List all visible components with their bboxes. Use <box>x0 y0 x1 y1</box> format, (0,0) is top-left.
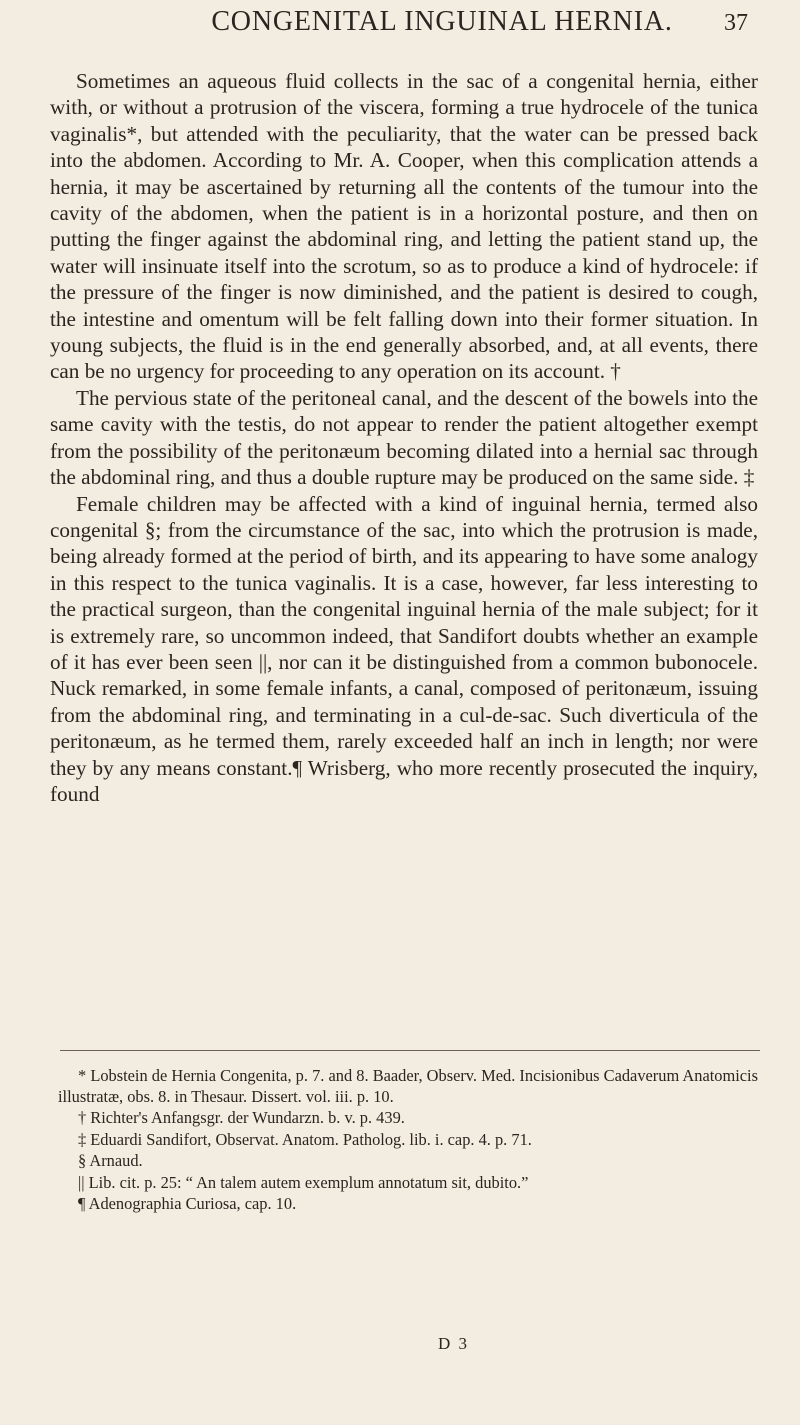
footnote-divider <box>60 1050 760 1051</box>
footnote: † Richter's Anfangsgr. der Wundarzn. b. v. p. 439. <box>78 1108 405 1127</box>
footnote: || Lib. cit. p. 25: “ An talem autem exemplum annotatum sit, dubito.” <box>78 1172 529 1192</box>
main-text <box>50 68 758 807</box>
footnotes <box>58 1066 758 1216</box>
footnote: ‡ Eduardi Sandifort, Observat. Anatom. Patholog. lib. i. cap. 4. p. 71. <box>78 1129 532 1149</box>
footnote: * Lobstein de Hernia Congenita, p. 7. and 8. Baader, Observ. Med. Incisionibus Cadaverum Anatomicis illustratæ, obs. 8. in Thesaur. Dissert. vol. iii. p. 10. <box>58 1066 758 1106</box>
paragraph: The pervious state of the peritoneal canal, and the descent of the bowels into the same cavity with the testis, do not appear to render the patient altogether exempt from the possibility of the peritonæum becoming dilated into a hernial sac through the abdominal ring, and thus a double rupture may be produced on the same side. ‡ <box>50 385 758 490</box>
paragraph: Female children may be affected with a kind of inguinal hernia, termed also congenital §; from the circumstance of the sac, into which the protrusion is made, being already formed at the period of birth, and its appearing to have some analogy in this respect to the tunica vaginalis. It is a case, however, far less interesting to the practical surgeon, than the congenital inguinal hernia of the male subject; for it is extremely rare, so uncommon indeed, that Sandifort doubts whether an example of it has ever been seen ||, nor can it be distinguished from a common bubonocele. Nuck remarked, in some female infants, a canal, composed of peritonæum, issuing from the abdominal ring, and terminating in a cul-de-sac. Such diverticula of the peritonæum, as he termed them, rarely exceeded half an inch in length; nor were they by any means constant.¶ Wrisberg, who more recently prosecuted the inquiry, found <box>50 491 758 806</box>
page-number: 37 <box>724 10 748 36</box>
page-header <box>120 6 748 50</box>
footnote: § Arnaud. <box>78 1151 143 1170</box>
running-title: CONGENITAL INGUINAL HERNIA. <box>211 6 673 37</box>
paragraph: Sometimes an aqueous fluid collects in the sac of a congenital hernia, either with, or without a protrusion of the viscera, forming a true hydrocele of the tunica vaginalis*, but attended with the peculiarity, that the water can be pressed back into the abdomen. According to Mr. A. Cooper, when this complication attends a hernia, it may be ascertained by returning all the contents of the tumour into the cavity of the abdomen, when the patient is in a horizontal posture, and then on putting the finger against the abdominal ring, and letting the patient stand up, the water will insinuate itself into the scrotum, so as to produce a kind of hydrocele: if the pressure of the finger is now diminished, and the patient is desired to cough, the intestine and omentum will be felt falling down into their former situation. In young subjects, the fluid is in the end generally absorbed, and, at all events, there can be no urgency for proceeding to any operation on its account. † <box>50 69 758 384</box>
signature-mark: D 3 <box>438 1334 470 1353</box>
footnote: ¶ Adenographia Curiosa, cap. 10. <box>78 1194 297 1213</box>
